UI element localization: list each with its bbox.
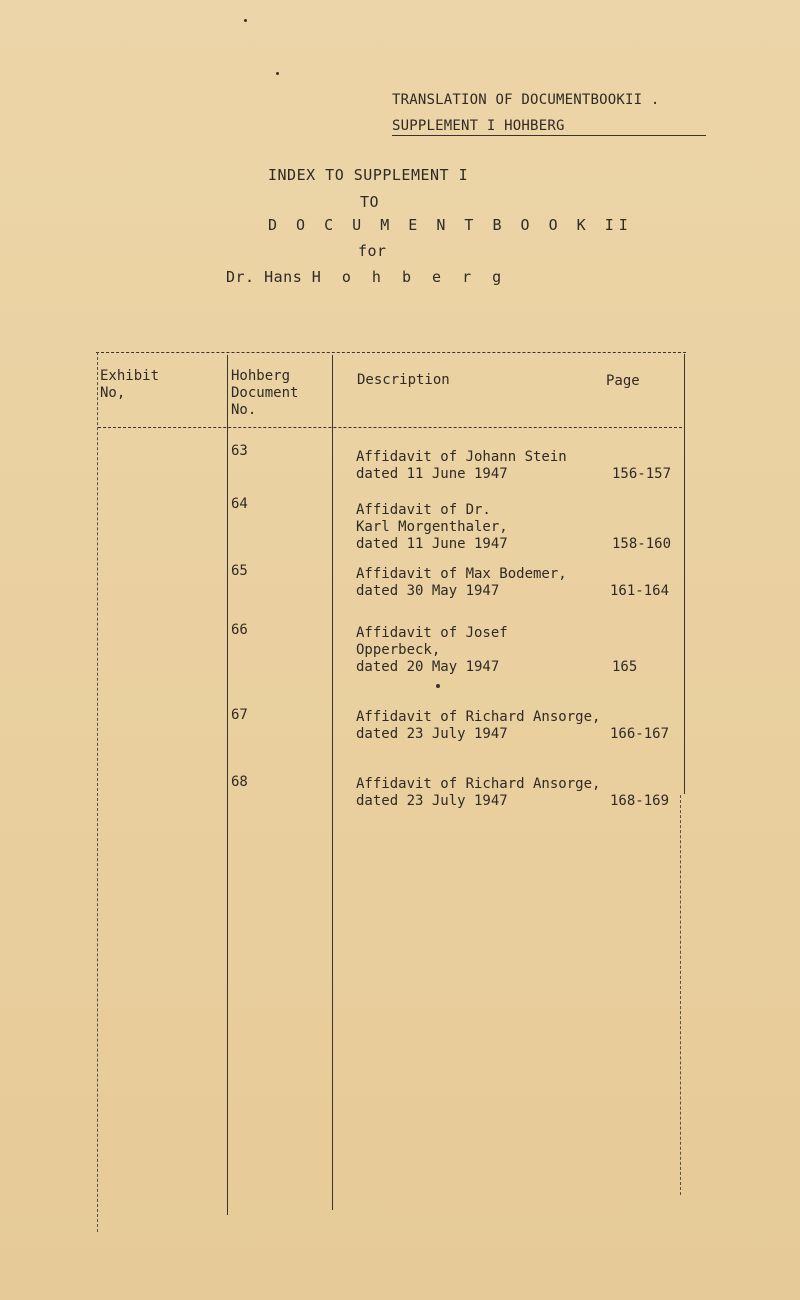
row-description: Affidavit of Johann Stein dated 11 June 1947 [356, 449, 567, 482]
row-doc-number: 66 [231, 622, 248, 638]
paper-speck [276, 72, 279, 75]
table-col-divider-1 [227, 355, 228, 1215]
row-description: Affidavit of Josef Opperbeck, dated 20 May 1947 [356, 625, 508, 675]
title-to-line: TO [360, 193, 380, 211]
header-description: Description [357, 372, 450, 388]
row-page: 166-167 [610, 726, 670, 742]
table-top-rule [96, 352, 686, 353]
table-left-border [97, 352, 98, 1232]
row-doc-number: 64 [231, 496, 248, 512]
header-exhibit: Exhibit No, [100, 368, 160, 401]
row-doc-number: 65 [231, 563, 248, 579]
table-right-border [684, 354, 685, 794]
title-name-line [226, 268, 507, 286]
row-doc-number: 67 [231, 707, 248, 723]
row-page: 168-169 [610, 793, 670, 809]
row-page: 158-160 [612, 536, 672, 552]
row-description: Affidavit of Richard Ansorge, dated 23 July 1947 [356, 776, 601, 809]
row-page: 156-157 [612, 466, 672, 482]
title-name-prefix: Dr. Hans [226, 268, 303, 286]
title-index-line: INDEX TO SUPPLEMENT I [268, 166, 469, 184]
row-page: 165 [612, 659, 638, 675]
header-supplement-line: SUPPLEMENT I HOHBERG [392, 118, 706, 136]
title-documentbook-line: D O C U M E N T B O O K II [268, 216, 633, 234]
header-translation-line: TRANSLATION OF DOCUMENTBOOKII . [392, 92, 660, 108]
table-right-border-lower [680, 795, 681, 1195]
row-description: Affidavit of Richard Ansorge, dated 23 July 1947 [356, 709, 601, 742]
row-description: Affidavit of Max Bodemer, dated 30 May 1947 [356, 566, 567, 599]
row-page: 161-164 [610, 583, 670, 599]
title-name-surname: H o h b e r g [311, 268, 508, 286]
paper-speck [436, 684, 440, 688]
table-header-rule [98, 427, 682, 428]
row-description: Affidavit of Dr. Karl Morgenthaler, dated 11 June 1947 [356, 502, 508, 552]
header-page: Page [606, 373, 640, 389]
row-doc-number: 63 [231, 443, 248, 459]
title-for-line: for [358, 242, 387, 260]
header-document-no: Hohberg Document No. [231, 368, 299, 418]
row-doc-number: 68 [231, 774, 248, 790]
table-col-divider-2 [332, 355, 333, 1210]
paper-speck [244, 19, 247, 22]
